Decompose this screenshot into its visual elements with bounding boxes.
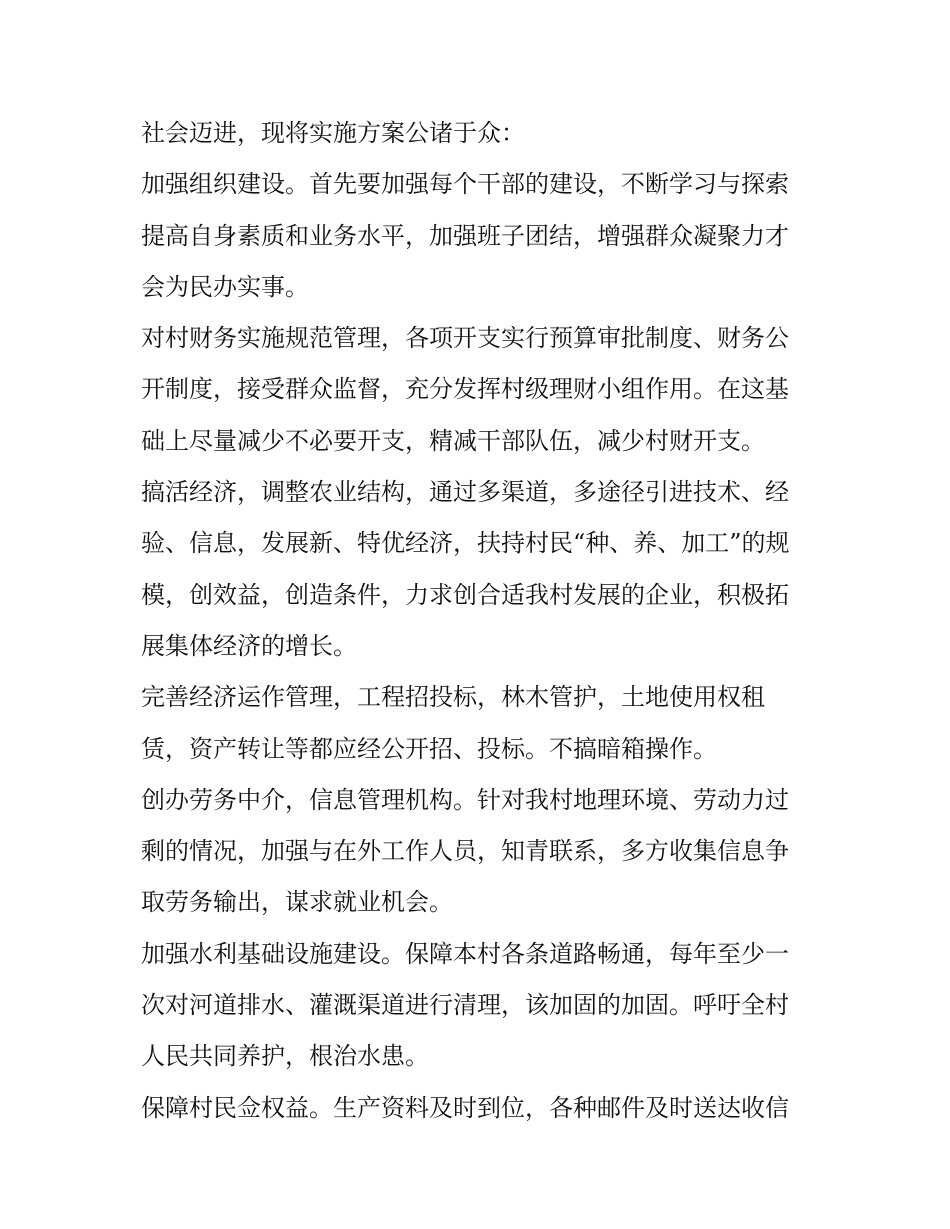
text-line: 搞活经济，调整农业结构，通过多渠道，多途径引进技术、经 [141, 478, 789, 507]
text-line: 验、信息，发展新、特优经济，扶持村民“种、养、加工”的规 [141, 529, 790, 558]
text-line: 加强水利基础设施建设。保障本村各条道路畅通，每年至少一 [141, 939, 789, 968]
text-line: 赁，资产转让等都应经公开招、投标。不搞暗箱操作。 [141, 734, 717, 763]
text-line: 取劳务输出，谋求就业机会。 [141, 888, 453, 917]
text-line: 剩的情况，加强与在外工作人员，知青联系，多方收集信息争 [141, 837, 789, 866]
text-line: 对村财务实施规范管理，各项开支实行预算审批制度、财务公 [141, 324, 789, 353]
text-line: 展集体经济的增长。 [141, 631, 357, 660]
text-line: 加强组织建设。首先要加强每个干部的建设，不断学习与探索 [141, 170, 789, 199]
text-line: 人民共同养护，根治水患。 [141, 1042, 429, 1071]
text-line: 础上尽量减少不必要开支，精减干部队伍，减少村财开支。 [141, 426, 765, 455]
text-line: 提高自身素质和业务水平，加强班子团结，增强群众凝聚力才 [141, 221, 789, 250]
text-line: 开制度，接受群众监督，充分发挥村级理财小组作用。在这基 [141, 375, 789, 404]
text-line: 次对河道排水、灌溉渠道进行清理，该加固的加固。呼吁全村 [141, 991, 789, 1020]
document-body [141, 108, 821, 1134]
text-line: 保障村民佥权益。生产资料及时到位，各种邮件及时送达收信 [141, 1093, 789, 1122]
text-line: 模，创效益，创造条件，力求创合适我村发展的企业，积极拓 [141, 580, 789, 609]
text-line: 社会迈进，现将实施方案公诸于众： [141, 119, 525, 147]
text-line: 完善经济运作管理，工程招投标，林木管护，土地使用权租 [141, 683, 765, 712]
text-line: 创办劳务中介，信息管理机构。针对我村地理环境、劳动力过 [141, 785, 789, 814]
text-line: 会为民办实事。 [141, 272, 309, 301]
